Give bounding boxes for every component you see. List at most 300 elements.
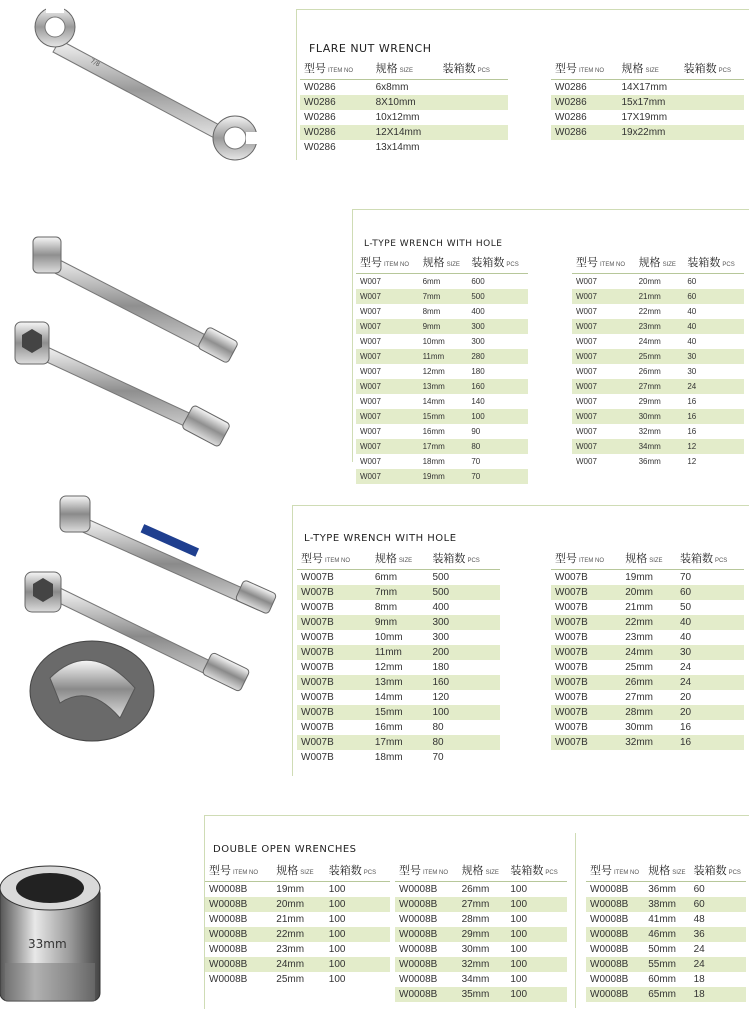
cell-size: 18mm bbox=[422, 457, 445, 466]
table-row bbox=[572, 364, 744, 379]
cell-size: 17mm bbox=[371, 735, 429, 750]
table-row bbox=[297, 720, 500, 735]
cell-pcs: 100 bbox=[328, 974, 346, 985]
header-item-en: ITEM NO bbox=[384, 262, 409, 268]
header-pcs-cn: 装箱数 bbox=[510, 865, 544, 877]
cell-size: 32mm bbox=[458, 957, 507, 972]
cell-item: W007B bbox=[551, 735, 621, 750]
cell-item: W007 bbox=[576, 397, 597, 406]
cell-item: W0008B bbox=[395, 927, 458, 942]
cell-item: W0008B bbox=[205, 957, 272, 972]
cell-size: 19x22mm bbox=[617, 125, 679, 140]
cell-item: W0286 bbox=[555, 82, 587, 93]
cell-item: W007B bbox=[551, 585, 621, 600]
cell-pcs: 280 bbox=[467, 349, 528, 364]
cell-pcs bbox=[439, 110, 508, 125]
table-row bbox=[395, 942, 567, 957]
cell-pcs: 20 bbox=[676, 705, 744, 720]
header-item-en: ITEM NO bbox=[579, 68, 604, 74]
table-row bbox=[300, 80, 508, 96]
header-cell-size bbox=[458, 864, 507, 882]
cell-item: W007 bbox=[360, 307, 381, 316]
header-pcs-en: PCS bbox=[714, 558, 728, 564]
table-row bbox=[356, 439, 528, 454]
cell-pcs: 120 bbox=[432, 692, 450, 703]
cell-item: W007B bbox=[551, 645, 621, 660]
header-cell-item bbox=[205, 864, 272, 882]
cell-item: W007 bbox=[576, 367, 597, 376]
flare-wrench-engraving: 7/8 bbox=[89, 57, 101, 69]
cell-item: W0008B bbox=[395, 957, 458, 972]
header-item-cn: 型号 bbox=[590, 865, 612, 877]
table-row bbox=[586, 957, 746, 972]
flare-table-left bbox=[300, 62, 508, 155]
ltype-table-right bbox=[572, 256, 744, 469]
table-header-row bbox=[572, 256, 744, 274]
cell-pcs bbox=[439, 125, 508, 140]
table-row bbox=[205, 912, 390, 927]
cell-item: W007 bbox=[572, 409, 635, 424]
socket-engraving: 33mm bbox=[28, 937, 67, 951]
table-row bbox=[297, 585, 500, 600]
cell-size: 20mm bbox=[272, 897, 325, 912]
cell-pcs: 100 bbox=[506, 957, 567, 972]
cell-size: 15mm bbox=[371, 705, 429, 720]
header-cell-pcs bbox=[325, 864, 390, 882]
cell-pcs: 30 bbox=[683, 349, 744, 364]
cell-size: 23mm bbox=[635, 319, 684, 334]
header-item-en: ITEM NO bbox=[328, 68, 353, 74]
cell-size: 29mm bbox=[458, 927, 507, 942]
cell-pcs bbox=[680, 110, 744, 125]
cell-item: W007 bbox=[572, 379, 635, 394]
cell-pcs: 70 bbox=[432, 752, 444, 763]
header-size-cn: 规格 bbox=[621, 63, 644, 75]
cell-size: 20mm bbox=[621, 585, 676, 600]
cell-pcs bbox=[680, 80, 744, 96]
table-row bbox=[300, 125, 508, 140]
cell-pcs: 140 bbox=[471, 397, 485, 406]
l-type-wrench-image bbox=[5, 225, 250, 460]
cell-pcs: 16 bbox=[683, 409, 744, 424]
cell-pcs: 300 bbox=[432, 632, 450, 643]
header-size-en: SIZE bbox=[399, 68, 413, 74]
cell-size: 26mm bbox=[638, 367, 661, 376]
cell-pcs: 60 bbox=[693, 884, 705, 895]
cell-pcs: 100 bbox=[510, 884, 528, 895]
cell-pcs: 100 bbox=[328, 914, 346, 925]
cell-size: 7mm bbox=[419, 289, 468, 304]
table-row bbox=[297, 600, 500, 615]
cell-item: W007B bbox=[301, 632, 334, 643]
cell-pcs bbox=[439, 80, 508, 96]
cell-pcs: 40 bbox=[683, 319, 744, 334]
table-row bbox=[395, 882, 567, 898]
cell-pcs: 24 bbox=[683, 379, 744, 394]
cell-pcs: 18 bbox=[690, 987, 746, 1002]
cell-item: W0008B bbox=[586, 927, 644, 942]
table-row bbox=[356, 349, 528, 364]
table-row bbox=[551, 675, 744, 690]
cell-size: 21mm bbox=[625, 602, 653, 613]
cell-size: 27mm bbox=[635, 379, 684, 394]
header-pcs-en: PCS bbox=[718, 68, 731, 74]
cell-item: W007 bbox=[356, 289, 419, 304]
header-size-en: SIZE bbox=[398, 558, 413, 564]
cell-item: W0008B bbox=[205, 927, 272, 942]
table-row bbox=[300, 140, 508, 155]
cell-item: W007 bbox=[360, 397, 381, 406]
table-row bbox=[572, 319, 744, 334]
cell-item: W007B bbox=[297, 615, 371, 630]
cell-item: W007 bbox=[360, 457, 381, 466]
cell-size: 21mm bbox=[276, 914, 305, 925]
cell-pcs: 18 bbox=[693, 974, 705, 985]
cell-item: W007B bbox=[297, 675, 371, 690]
table-row bbox=[551, 80, 744, 96]
cell-size: 17mm bbox=[419, 439, 468, 454]
double-divider bbox=[575, 833, 576, 1008]
cell-pcs: 100 bbox=[328, 884, 346, 895]
table-row bbox=[356, 469, 528, 484]
cell-pcs: 16 bbox=[679, 722, 692, 733]
cell-item: W007 bbox=[572, 439, 635, 454]
header-cell-pcs bbox=[428, 552, 500, 570]
table-row bbox=[572, 394, 744, 409]
cell-item: W007 bbox=[576, 307, 597, 316]
cell-item: W007 bbox=[356, 439, 419, 454]
cell-item: W007B bbox=[301, 692, 334, 703]
cell-size: 23mm bbox=[276, 944, 305, 955]
cell-size: 21mm bbox=[635, 289, 684, 304]
cell-pcs: 300 bbox=[467, 319, 528, 334]
cell-item: W0008B bbox=[395, 987, 458, 1002]
table-header-row bbox=[356, 256, 528, 274]
table-row bbox=[551, 615, 744, 630]
header-size-en: SIZE bbox=[645, 68, 659, 74]
table-row bbox=[551, 660, 744, 675]
cell-size: 14mm bbox=[374, 692, 403, 703]
header-size-cn: 规格 bbox=[276, 865, 299, 877]
header-size-cn: 规格 bbox=[461, 865, 484, 877]
header-item-cn: 型号 bbox=[555, 63, 577, 75]
cell-item: W0286 bbox=[304, 112, 336, 123]
table-row bbox=[395, 972, 567, 987]
table-row bbox=[297, 615, 500, 630]
cell-size: 41mm bbox=[648, 914, 676, 925]
cell-pcs: 300 bbox=[428, 615, 500, 630]
cell-size: 17X19mm bbox=[621, 112, 668, 123]
cell-size: 35mm bbox=[458, 987, 507, 1002]
ltypeb-title: L-TYPE WRENCH WITH HOLE bbox=[304, 533, 457, 544]
table-row bbox=[586, 942, 746, 957]
table-row bbox=[300, 110, 508, 125]
header-cell-item bbox=[297, 552, 371, 570]
header-pcs-cn: 装箱数 bbox=[432, 553, 466, 565]
double-table-col1 bbox=[205, 864, 390, 987]
cell-size: 7mm bbox=[371, 585, 429, 600]
cell-pcs: 80 bbox=[432, 722, 444, 733]
cell-size: 28mm bbox=[461, 914, 490, 925]
cell-pcs: 160 bbox=[467, 379, 528, 394]
cell-size: 8mm bbox=[422, 307, 441, 316]
table-row bbox=[551, 585, 744, 600]
cell-item: W0008B bbox=[586, 957, 644, 972]
cell-size: 16mm bbox=[422, 427, 445, 436]
header-item-cn: 型号 bbox=[304, 63, 326, 75]
header-pcs-cn: 装箱数 bbox=[687, 257, 721, 269]
cell-size: 19mm bbox=[625, 572, 653, 583]
cell-size: 13mm bbox=[419, 379, 468, 394]
header-cell-item bbox=[300, 62, 372, 80]
table-header-row bbox=[551, 62, 744, 80]
cell-pcs: 160 bbox=[428, 675, 500, 690]
cell-pcs bbox=[439, 95, 508, 110]
table-row bbox=[205, 972, 390, 987]
ltypeb-table-left bbox=[297, 552, 500, 765]
cell-pcs: 80 bbox=[467, 439, 528, 454]
header-pcs-en: PCS bbox=[363, 870, 377, 876]
table-row bbox=[572, 454, 744, 469]
cell-pcs bbox=[439, 140, 508, 155]
cell-size: 24mm bbox=[638, 337, 661, 346]
cell-size: 22mm bbox=[638, 307, 661, 316]
cell-size: 30mm bbox=[625, 722, 653, 733]
table-row bbox=[395, 957, 567, 972]
cell-size: 15x17mm bbox=[617, 95, 679, 110]
cell-item: W0286 bbox=[551, 125, 617, 140]
table-row bbox=[572, 409, 744, 424]
cell-size: 26mm bbox=[621, 675, 676, 690]
cell-item: W007 bbox=[356, 319, 419, 334]
table-row bbox=[551, 735, 744, 750]
cell-size: 24mm bbox=[272, 957, 325, 972]
cell-size: 11mm bbox=[371, 645, 429, 660]
table-row bbox=[551, 95, 744, 110]
cell-size: 22mm bbox=[621, 615, 676, 630]
cell-item: W007 bbox=[572, 349, 635, 364]
flare-table-right bbox=[551, 62, 744, 140]
cell-item: W007 bbox=[356, 409, 419, 424]
cell-pcs: 48 bbox=[693, 914, 705, 925]
table-row bbox=[551, 600, 744, 615]
table-row bbox=[297, 735, 500, 750]
cell-size: 36mm bbox=[638, 457, 661, 466]
cell-pcs: 100 bbox=[506, 927, 567, 942]
header-item-cn: 型号 bbox=[576, 257, 598, 269]
cell-size: 25mm bbox=[276, 974, 305, 985]
table-row bbox=[297, 570, 500, 586]
table-row bbox=[551, 690, 744, 705]
cell-item: W007B bbox=[555, 722, 588, 733]
cell-size: 8X10mm bbox=[372, 95, 439, 110]
cell-pcs: 100 bbox=[510, 974, 528, 985]
header-size-cn: 规格 bbox=[625, 553, 648, 565]
cell-item: W007 bbox=[356, 379, 419, 394]
cell-size: 65mm bbox=[644, 987, 689, 1002]
header-size-en: SIZE bbox=[300, 870, 314, 876]
cell-pcs: 500 bbox=[432, 572, 450, 583]
table-row bbox=[572, 274, 744, 290]
cell-size: 22mm bbox=[272, 927, 325, 942]
cell-item: W0286 bbox=[555, 112, 587, 123]
header-pcs-en: PCS bbox=[467, 558, 480, 564]
table-header-row bbox=[586, 864, 746, 882]
header-size-en: SIZE bbox=[662, 262, 676, 268]
table-row bbox=[356, 274, 528, 290]
cell-size: 12mm bbox=[422, 367, 445, 376]
cell-pcs: 500 bbox=[428, 585, 500, 600]
cell-pcs: 100 bbox=[506, 897, 567, 912]
table-row bbox=[297, 705, 500, 720]
cell-size: 10mm bbox=[374, 632, 403, 643]
cell-pcs: 600 bbox=[471, 277, 485, 286]
cell-item: W0008B bbox=[205, 897, 272, 912]
cell-pcs: 300 bbox=[471, 337, 485, 346]
cell-pcs bbox=[680, 95, 744, 110]
header-item-en: ITEM NO bbox=[423, 870, 448, 876]
header-pcs-cn: 装箱数 bbox=[683, 63, 717, 75]
cell-pcs: 30 bbox=[687, 367, 697, 376]
cell-item: W007 bbox=[576, 337, 597, 346]
cell-item: W007B bbox=[555, 602, 588, 613]
cell-item: W007B bbox=[551, 705, 621, 720]
cell-pcs: 100 bbox=[328, 944, 346, 955]
cell-pcs: 100 bbox=[510, 914, 528, 925]
cell-item: W007 bbox=[576, 427, 597, 436]
table-header-row bbox=[300, 62, 508, 80]
cell-pcs: 100 bbox=[467, 409, 528, 424]
cell-item: W007B bbox=[301, 722, 334, 733]
header-item-cn: 型号 bbox=[209, 865, 231, 877]
cell-item: W007B bbox=[297, 705, 371, 720]
cell-pcs: 30 bbox=[676, 645, 744, 660]
cell-item: W0008B bbox=[399, 974, 438, 985]
cell-item: W007B bbox=[301, 662, 334, 673]
cell-size: 18mm bbox=[374, 752, 403, 763]
header-cell-pcs bbox=[439, 62, 508, 80]
header-cell-item bbox=[356, 256, 419, 274]
cell-item: W007 bbox=[360, 367, 381, 376]
cell-pcs: 24 bbox=[676, 675, 744, 690]
cell-item: W007B bbox=[555, 632, 588, 643]
table-row bbox=[205, 942, 390, 957]
cell-size: 9mm bbox=[371, 615, 429, 630]
cell-size: 9mm bbox=[419, 319, 468, 334]
cell-size: 10mm bbox=[422, 337, 445, 346]
cell-size: 12mm bbox=[374, 662, 403, 673]
cell-size: 60mm bbox=[648, 974, 676, 985]
table-header-row bbox=[205, 864, 390, 882]
table-header-row bbox=[395, 864, 567, 882]
header-cell-size bbox=[371, 552, 429, 570]
cell-size: 25mm bbox=[635, 349, 684, 364]
table-row bbox=[572, 289, 744, 304]
header-size-cn: 规格 bbox=[375, 63, 398, 75]
double-title: DOUBLE OPEN WRENCHES bbox=[213, 844, 357, 855]
header-item-cn: 型号 bbox=[301, 553, 323, 565]
cell-size: 25mm bbox=[625, 662, 653, 673]
cell-pcs: 40 bbox=[687, 307, 697, 316]
cell-pcs: 100 bbox=[325, 927, 390, 942]
header-cell-pcs bbox=[676, 552, 744, 570]
header-size-cn: 规格 bbox=[374, 553, 397, 565]
table-row bbox=[297, 675, 500, 690]
table-row bbox=[297, 630, 500, 645]
cell-size: 13x14mm bbox=[375, 142, 420, 153]
cell-pcs: 12 bbox=[687, 457, 697, 466]
cell-item: W007B bbox=[297, 585, 371, 600]
cell-size: 36mm bbox=[648, 884, 676, 895]
cell-pcs: 50 bbox=[679, 602, 692, 613]
ltypeb-table-right bbox=[551, 552, 744, 750]
cell-size: 34mm bbox=[635, 439, 684, 454]
header-cell-size bbox=[419, 256, 468, 274]
cell-pcs: 60 bbox=[683, 289, 744, 304]
header-size-en: SIZE bbox=[485, 870, 499, 876]
header-pcs-cn: 装箱数 bbox=[693, 865, 727, 877]
double-table-col2 bbox=[395, 864, 567, 1002]
cell-pcs: 100 bbox=[325, 897, 390, 912]
cell-pcs: 70 bbox=[467, 469, 528, 484]
table-row bbox=[395, 927, 567, 942]
header-size-en: SIZE bbox=[649, 558, 663, 564]
table-row bbox=[551, 570, 744, 586]
cell-item: W0008B bbox=[399, 914, 438, 925]
table-row bbox=[551, 110, 744, 125]
cell-pcs: 60 bbox=[676, 585, 744, 600]
table-row bbox=[297, 750, 500, 765]
cell-size: 32mm bbox=[638, 427, 661, 436]
table-row bbox=[205, 927, 390, 942]
l-type-wrench-b-image bbox=[20, 488, 280, 743]
table-row bbox=[300, 95, 508, 110]
cell-item: W0008B bbox=[395, 897, 458, 912]
cell-item: W007 bbox=[572, 289, 635, 304]
cell-pcs: 40 bbox=[679, 632, 692, 643]
header-size-cn: 规格 bbox=[638, 257, 661, 269]
cell-pcs: 200 bbox=[428, 645, 500, 660]
cell-item: W0008B bbox=[209, 944, 248, 955]
cell-pcs: 24 bbox=[679, 662, 692, 673]
cell-size: 24mm bbox=[621, 645, 676, 660]
table-row bbox=[586, 927, 746, 942]
cell-item: W0286 bbox=[304, 82, 336, 93]
cell-size: 6x8mm bbox=[375, 82, 409, 93]
table-row bbox=[572, 424, 744, 439]
table-row bbox=[572, 334, 744, 349]
cell-item: W007 bbox=[360, 277, 381, 286]
header-pcs-en: PCS bbox=[545, 870, 558, 876]
cell-item: W0286 bbox=[551, 95, 617, 110]
header-item-en: ITEM NO bbox=[600, 262, 625, 268]
header-cell-size bbox=[635, 256, 684, 274]
header-pcs-cn: 装箱数 bbox=[442, 63, 476, 75]
cell-size: 30mm bbox=[635, 409, 684, 424]
table-row bbox=[395, 912, 567, 927]
cell-item: W007B bbox=[555, 692, 588, 703]
cell-size: 50mm bbox=[648, 944, 676, 955]
header-pcs-en: PCS bbox=[506, 262, 519, 268]
cell-item: W0008B bbox=[209, 974, 248, 985]
table-header-row bbox=[551, 552, 744, 570]
cell-item: W007 bbox=[572, 319, 635, 334]
cell-item: W0008B bbox=[590, 944, 629, 955]
socket-image bbox=[0, 858, 105, 1008]
cell-item: W0008B bbox=[209, 884, 248, 895]
table-row bbox=[356, 289, 528, 304]
cell-pcs: 40 bbox=[676, 615, 744, 630]
